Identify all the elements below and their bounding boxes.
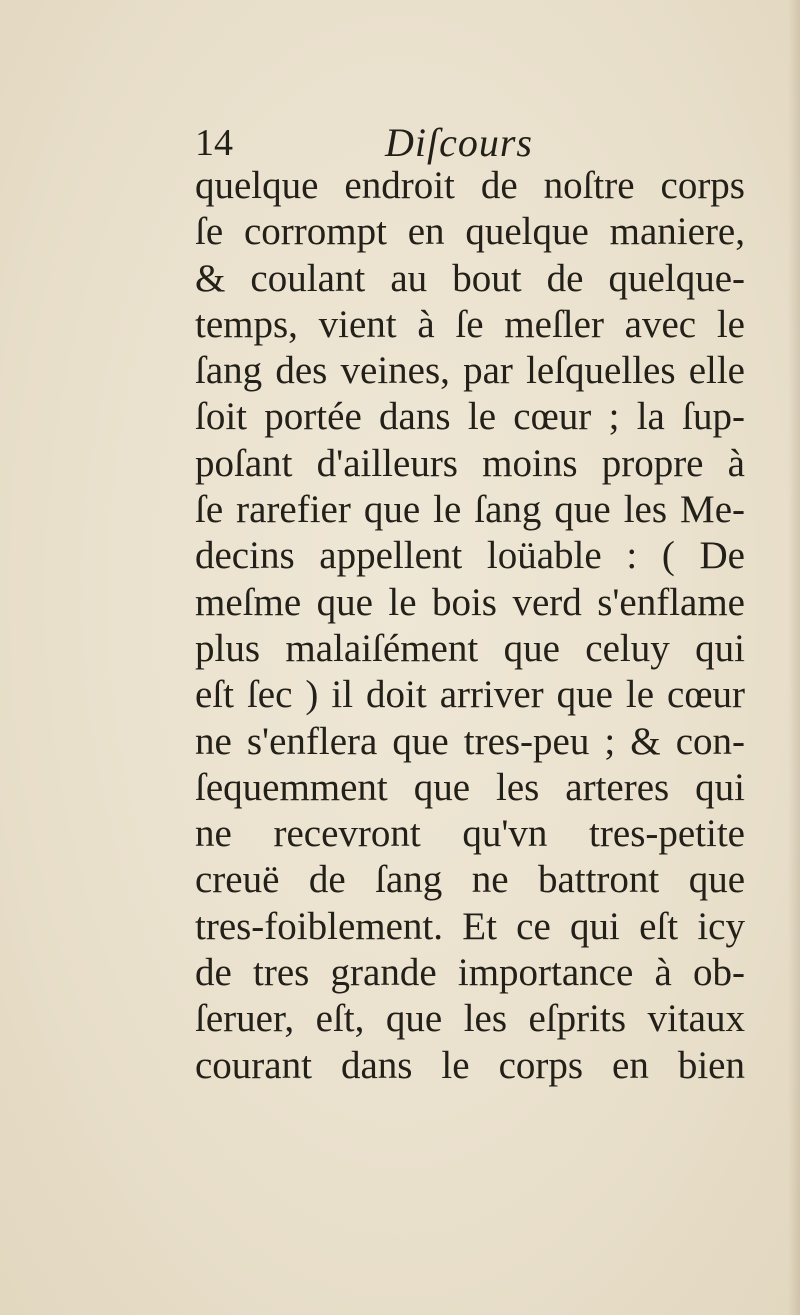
running-title: Diſcours — [385, 120, 533, 165]
text-line: creuë de ſang ne battront que — [195, 858, 745, 902]
text-line: eſt ſec ) il doit arriver que le cœur — [195, 673, 745, 717]
text-line: quelque endroit de noſtre corps — [195, 164, 745, 207]
text-line: temps, vient à ſe meſler avec le — [195, 302, 745, 346]
text-line: ne s'enflera que tres-peu ; & con- — [195, 719, 745, 763]
text-line: courant dans le corps en bien — [195, 1043, 745, 1087]
text-line: tres-foiblement. Et ce qui eſt icy — [195, 904, 745, 948]
text-line: ſequemment que les arteres qui — [195, 765, 745, 809]
text-line: ſoit portée dans le cœur ; la ſup- — [195, 395, 745, 439]
text-line: plus malaiſément que celuy qui — [195, 626, 745, 670]
page-number: 14 — [195, 122, 233, 164]
page-edge-shadow — [788, 0, 800, 1315]
text-line: ſe rarefier que le ſang que les Me- — [195, 488, 745, 532]
text-line: decins appellent loüable : ( De — [195, 534, 745, 578]
text-line: ſang des veines, par leſquelles elle — [195, 349, 745, 393]
text-line: meſme que le bois verd s'enflame — [195, 580, 745, 624]
running-head — [195, 118, 740, 168]
text-line: poſant d'ailleurs moins propre à — [195, 441, 745, 485]
body-text — [195, 163, 745, 1089]
text-line: ſe corrompt en quelque maniere, — [195, 210, 745, 254]
text-line: de tres grande importance à ob- — [195, 951, 745, 995]
text-line: & coulant au bout de quelque- — [195, 256, 745, 300]
text-line: ne recevront qu'vn tres-petite — [195, 812, 745, 856]
text-line: ſeruer, eſt, que les eſprits vitaux — [195, 997, 745, 1041]
